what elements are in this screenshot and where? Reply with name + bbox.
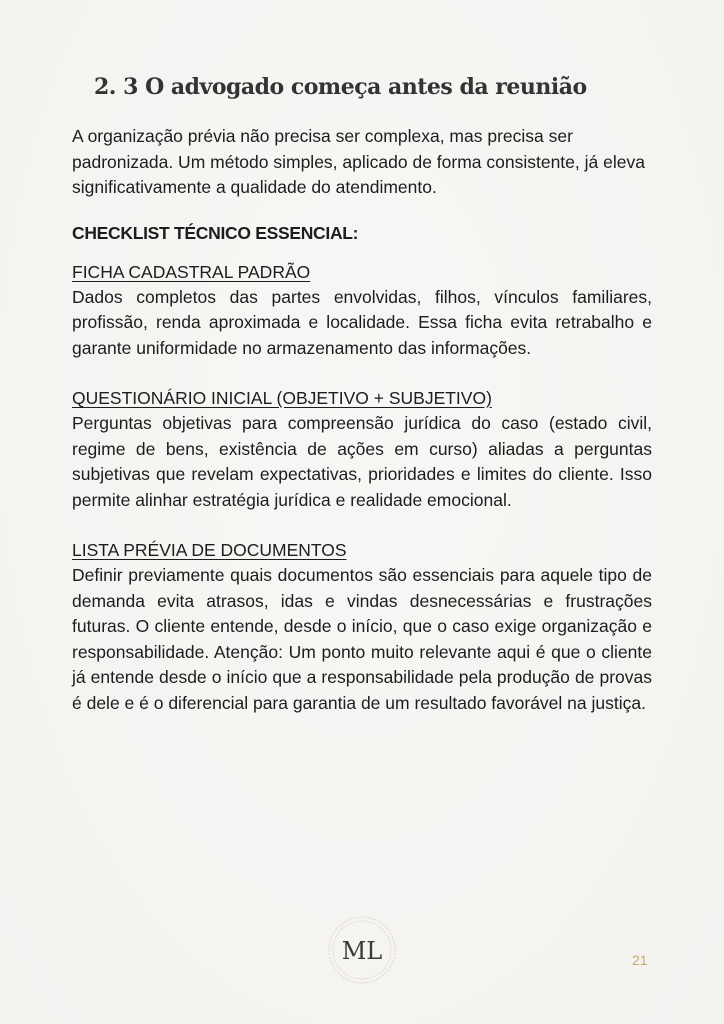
checklist-item-body: Perguntas objetivas para compreensão jurídica do caso (estado civil, regime de bens, existência de ações em curso) aliadas a perguntas subjetivas que revelam expectativas, prioridades e limites do cliente. Isso permite alinhar estratégia jurídica e realidade emocional. [72, 413, 652, 510]
checklist-item-questionario [72, 386, 652, 513]
checklist-item-lista-documentos [72, 538, 652, 716]
logo-monogram: ML [341, 937, 383, 965]
brand-logo-icon [327, 915, 397, 985]
checklist-item-body: Dados completos das partes envolvidas, filhos, vínculos familiares, profissão, renda aproximada e localidade. Essa ficha evita retrabalho e garante uniformidade no armazenamento das informações. [72, 286, 652, 358]
page-number: 21 [632, 952, 648, 968]
page-content [72, 70, 652, 716]
section-heading: 2. 3 O advogado começa antes da reunião [94, 74, 587, 100]
intro-paragraph: A organização prévia não precisa ser complexa, mas precisa ser padronizada. Um método simples, aplicado de forma consistente, já eleva significativamente a qualidade do atendimento. [72, 126, 645, 197]
checklist-title: CHECKLIST TÉCNICO ESSENCIAL: [72, 222, 359, 243]
checklist-item-body: Definir previamente quais documentos são essenciais para aquele tipo de demanda evita atrasos, idas e vindas desnecessárias e frustrações futuras. O cliente entende, desde o início, que o caso exige organização e responsabilidade. Atenção: Um ponto muito relevante aqui é que o cliente já entende desde o início que a responsabilidade pela produção de provas é dele e é o diferencial para garantia de um resultado favorável na justiça. [72, 565, 652, 713]
checklist-item-title: LISTA PRÉVIA DE DOCUMENTOS [72, 540, 347, 560]
checklist-item-title: QUESTIONÁRIO INICIAL (OBJETIVO + SUBJETIVO) [72, 388, 492, 408]
checklist-item-title: FICHA CADASTRAL PADRÃO [72, 261, 311, 282]
checklist-item-ficha-cadastral [72, 260, 652, 362]
